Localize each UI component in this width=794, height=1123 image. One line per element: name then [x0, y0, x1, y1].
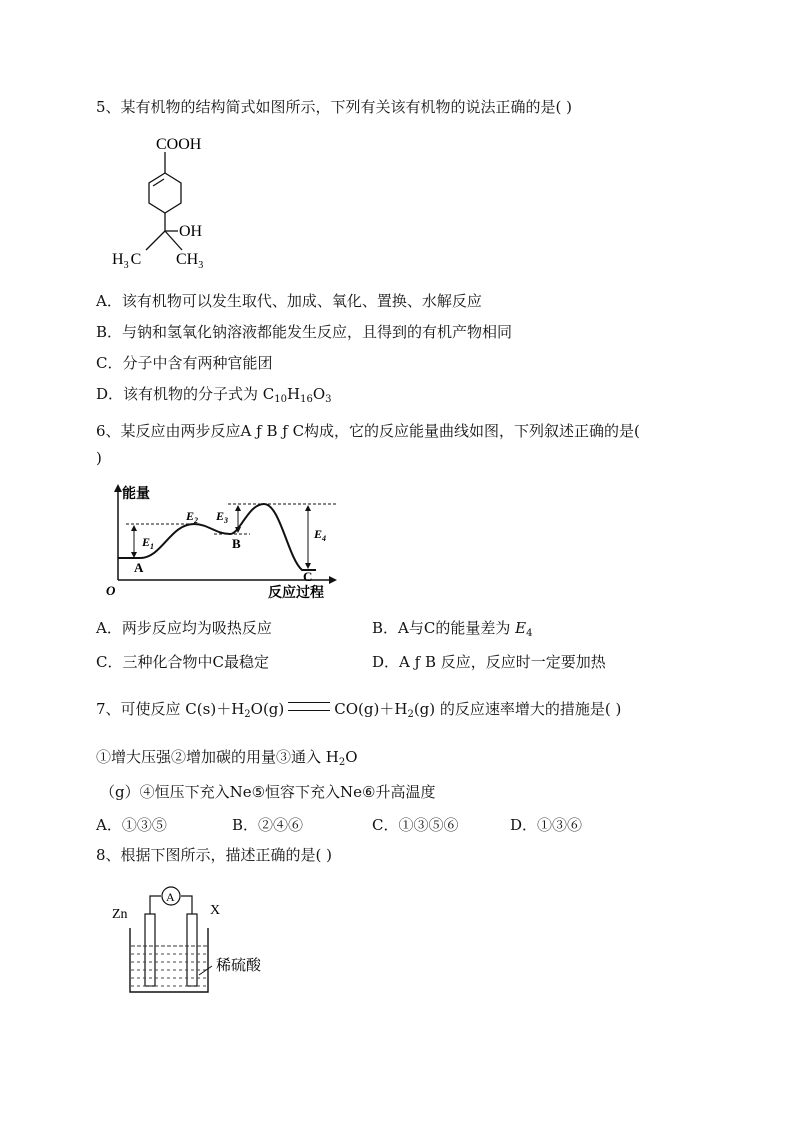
q7-line3: （g）④恒压下充入Ne⑤恒容下充入Ne⑥升高温度: [100, 783, 436, 801]
q7-option-a: A．①③⑤: [96, 816, 167, 834]
acid-label: 稀硫酸: [216, 958, 262, 974]
y-axis-label: 能量: [122, 487, 150, 502]
origin-label: O: [106, 583, 116, 598]
q7-stem: 7、可使反应 $C(s)+H_2O(g)$ $CO(g)+H_2(g)$ 的反应速率增大的措施是( ): [96, 700, 622, 720]
y-axis-arrow: [114, 484, 122, 492]
point-b-label: B: [232, 536, 241, 551]
zn-electrode: [145, 914, 155, 986]
cyclohexene-ring: [149, 173, 181, 213]
e4-label: $E_4$: [314, 527, 327, 543]
cooh-label: COOH: [156, 136, 202, 153]
e2-label: $E_2$: [186, 509, 199, 525]
q7-option-b: B．②④⑥: [232, 816, 304, 834]
q5-option-c: C．分子中含有两种官能团: [96, 354, 273, 372]
q6-stem-line2: ): [96, 449, 102, 467]
equals-sign: [288, 702, 330, 711]
q6-option-b: B．A与C的能量差为 $E_4$: [372, 619, 533, 639]
q6-stem-line1: 6、某反应由两步反应A ƒ B ƒ C构成，它的反应能量曲线如图，下列叙述正确的是(: [96, 422, 640, 440]
x-axis-arrow: [329, 576, 337, 584]
e1-label: $E_1$: [142, 535, 155, 551]
wire-right: [181, 896, 192, 914]
x-electrode: [187, 914, 197, 986]
acid-pointer: [199, 966, 212, 975]
q5-option-a: A．该有机物可以发生取代、加成、氧化、置换、水解反应: [96, 292, 482, 310]
q5-structure-diagram: [108, 128, 218, 276]
wire-left: [150, 896, 161, 914]
h3c-label: $H_3$ C: [112, 251, 142, 271]
q7-option-d: D．①③⑥: [510, 816, 583, 834]
ammeter-label: A: [166, 890, 175, 904]
q5-option-d: D．该有机物的分子式为 $C_{10}H_{16}O_3$: [96, 385, 332, 405]
oh-label: OH: [179, 223, 203, 240]
e3-label: $E_3$: [216, 509, 229, 525]
zn-label: Zn: [112, 907, 128, 922]
q5-option-b: B．与钠和氢氧化钠溶液都能发生反应，且得到的有机产物相同: [96, 323, 513, 341]
ch3-label: $CH_3$: [176, 251, 204, 271]
q8-electrochemical-cell: [108, 882, 288, 1002]
q7-option-c: C．①③⑤⑥: [372, 816, 459, 834]
q6-energy-diagram: [104, 478, 344, 602]
q6-option-a: A．两步反应均为吸热反应: [96, 619, 272, 637]
q8-stem: 8、根据下图所示，描述正确的是( ): [96, 846, 333, 864]
q6-option-d: D．A ƒ B 反应，反应时一定要加热: [372, 653, 606, 671]
bond-left-methyl: [146, 231, 165, 250]
point-c-label: C: [303, 569, 313, 584]
point-a-label: A: [134, 560, 144, 575]
q7-line2: ①增大压强②增加碳的用量③通入 $H_2O$: [96, 748, 358, 768]
q6-option-c: C．三种化合物中C最稳定: [96, 653, 269, 671]
x-label: X: [210, 903, 221, 918]
q5-stem: 5、某有机物的结构简式如图所示，下列有关该有机物的说法正确的是( ): [96, 98, 573, 116]
x-axis-label: 反应过程: [268, 586, 324, 601]
